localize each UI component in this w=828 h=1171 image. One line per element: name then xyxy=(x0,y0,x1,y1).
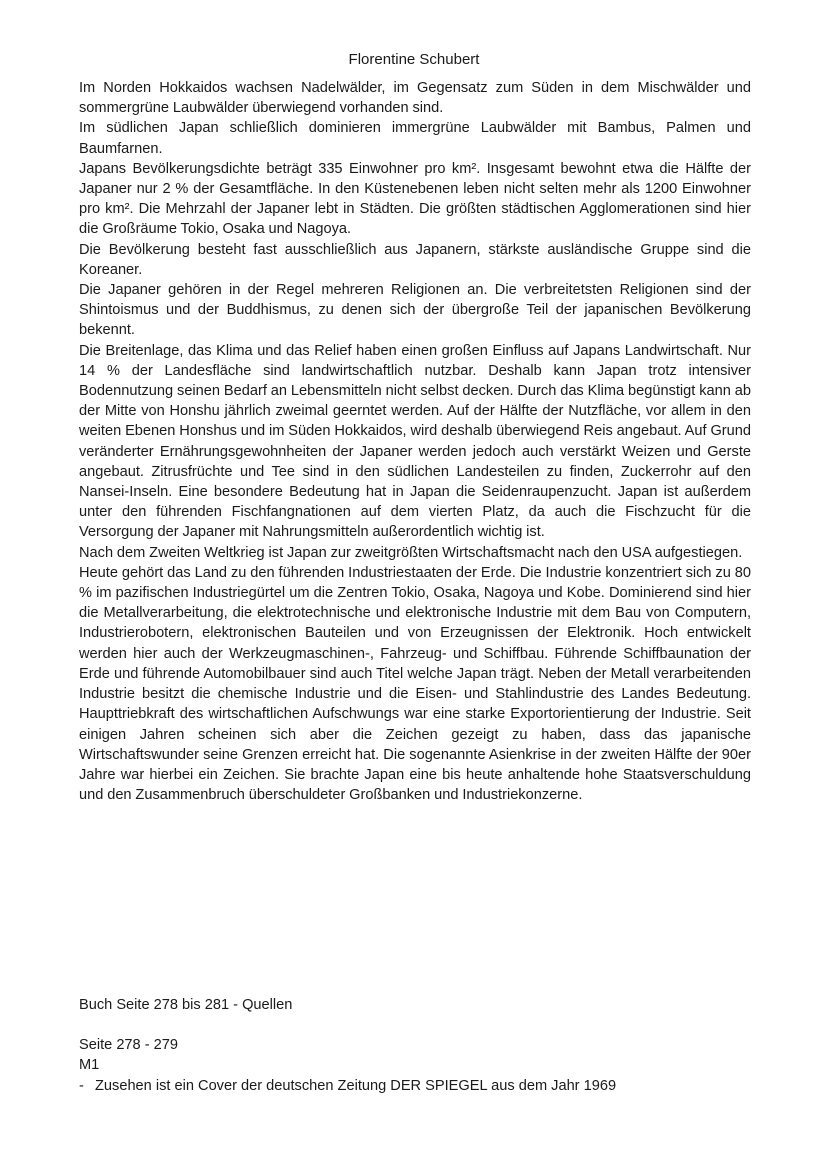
paragraph-religion: Die Japaner gehören in der Regel mehreren Religionen an. Die verbreitetsten Religionen sind der Shintoismus und der Buddhismus, zu denen sich der übergroße Teil der japanischen Bevölkerung bekennt. xyxy=(79,282,751,339)
source-material-label: M1 xyxy=(79,1057,100,1074)
paragraph-population-density: Japans Bevölkerungsdichte beträgt 335 Einwohner pro km². Insgesamt bewohnt etwa die Hälfte der Japaner nur 2 % der Gesamtfläche. In den Küstenebenen leben nicht selten mehr als 1200 Einwohner pro km². Die Mehrzahl der Japaner lebt in Städten. Die größten städtischen Agglomerationen sind hier die Großräume Tokio, Osaka und Nagoya. xyxy=(79,160,751,238)
sources-heading: Buch Seite 278 bis 281 - Quellen xyxy=(79,997,293,1013)
paragraph-vegetation-north: Im Norden Hokkaidos wachsen Nadelwälder, im Gegensatz zum Süden in dem Mischwälder und sommergrüne Laubwälder überwiegend vorhanden sind. xyxy=(79,80,751,117)
paragraph-agriculture: Die Breitenlage, das Klima und das Relief haben einen großen Einfluss auf Japans Landwirtschaft. Nur 14 % der Landesfläche sind landwirtschaftlich nutzbar. Deshalb kann Japan trotz intensiver Bodennutzung seinen Bedarf an Lebensmitteln nicht selbst decken. Durch das Klima begünstigt kann ab der Mitte von Honshu jährlich zweimal geerntet werden. Auf der Hälfte der Nutzfläche, vor allem in den weiten Ebenen Honshus und im Süden Hokkaidos, wird deshalb überwiegend Reis angebaut. Auf Grund veränderter Ernährungsgewohnheiten der Japaner werden jedoch auch verstärkt Weizen und Gerste angebaut. Zitrusfrüchte und Tee sind in den südlichen Landesteilen zu finden, Zuckerrohr auf den Nansei-Inseln. Eine besondere Bedeutung hat in Japan die Seidenraupenzucht. Japan ist außerdem unter den führenden Fischfangnationen auf dem vierten Platz, da auch die Fischzucht für die Versorgung der Japaner mit Nahrungsmitteln außerordentlich wichtig ist. xyxy=(79,342,751,541)
paragraph-industry: Heute gehört das Land zu den führenden Industriestaaten der Erde. Die Industrie konzentriert sich zu 80 % im pazifischen Industriegürtel um die Zentren Tokio, Osaka, Nagoya und Kobe. Dominierend sind hier die Metallverarbeitung, die elektrotechnische und elektronische Industrie mit dem Bau von Computern, Industrierobotern, elektronischen Bauteilen und von Erzeugnissen der Elektronik. Hoch entwickelt werden hier auch der Werkzeugmaschinen-, Fahrzeug- und Schiffbau. Führende Schiffbaunation der Erde und führende Automobilbauer sind auch Titel welche Japan trägt. Neben der Metall verarbeitenden Industrie besitzt die chemische Industrie und die Eisen- und Stahlindustrie des Landes Bedeutung. Haupttriebkraft des wirtschaftlichen Aufschwungs war eine starke Exportorientierung der Industrie. Seit einigen Jahren scheinen sich aber die Zeichen gezeigt zu haben, dass das japanische Wirtschaftswunder seine Grenzen erreicht hat. Die sogenannte Asienkrise in der zweiten Hälfte der 90er Jahre war hierbei ein Zeichen. Sie brachte Japan eine bis heute anhaltende hohe Staatsverschuldung und den Zusammenbruch überschuldeter Großbanken und Industriekonzerne. xyxy=(79,564,751,804)
paragraph-population-groups: Die Bevölkerung besteht fast ausschließlich aus Japanern, stärkste ausländische Gruppe sind die Koreaner. xyxy=(79,241,751,278)
paragraph-vegetation-south: Im südlichen Japan schließlich dominieren immergrüne Laubwälder mit Bambus, Palmen und Baumfarnen. xyxy=(79,120,751,157)
sources-section xyxy=(79,995,751,1096)
source-pages: Seite 278 - 279 xyxy=(79,1037,178,1054)
body-text xyxy=(79,78,751,805)
paragraph-postwar: Nach dem Zweiten Weltkrieg ist Japan zur zweitgrößten Wirtschaftsmacht nach den USA aufgestiegen. xyxy=(79,544,743,561)
source-bullet-item xyxy=(79,1076,751,1096)
bullet-text: Zusehen ist ein Cover der deutschen Zeitung DER SPIEGEL aus dem Jahr 1969 xyxy=(95,1077,617,1094)
author-name: Florentine Schubert xyxy=(348,51,480,68)
bullet-dash: - xyxy=(79,1077,84,1094)
